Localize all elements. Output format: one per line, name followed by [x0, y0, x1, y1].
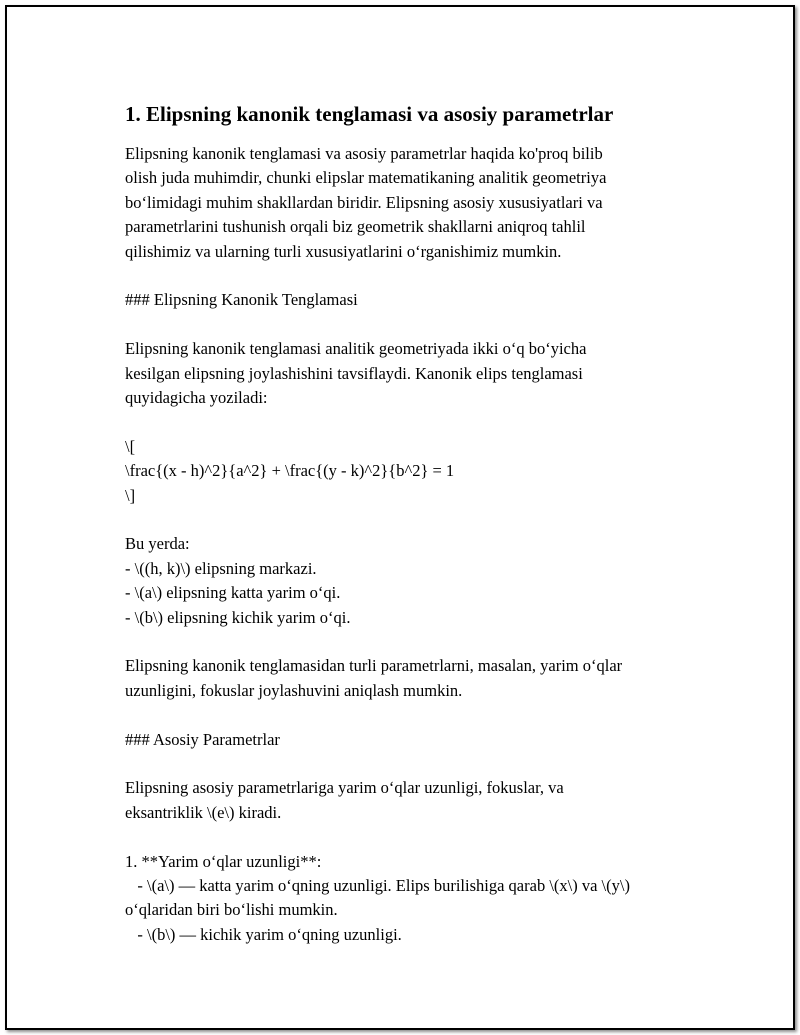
legend-line: Bu yerda: — [125, 534, 190, 554]
summary-paragraph — [125, 654, 705, 703]
intro-line: olish juda muhimdir, chunki elipslar matematikaning analitik geometriya — [125, 168, 607, 188]
intro-paragraph — [125, 142, 705, 264]
section1-paragraph — [125, 337, 705, 410]
formula-line: \[ — [125, 436, 136, 456]
section1-line: kesilgan elipsning joylashishini tavsiflaydi. Kanonik elips tenglamasi — [125, 363, 583, 383]
section-heading-parametrlar — [125, 728, 705, 752]
intro-line: parametrlarini tushunish orqali biz geometrik shakllarni aniqroq tahlil — [125, 217, 586, 237]
section-heading: ### Elipsning Kanonik Tenglamasi — [125, 290, 358, 310]
section1-line: quyidagicha yoziladi: — [125, 388, 268, 408]
list-line: o‘qlaridan biri bo‘lishi mumkin. — [125, 900, 338, 920]
summary-line: uzunligini, fokuslar joylashuvini aniqlash mumkin. — [125, 680, 463, 700]
list-line: - \(a\) — katta yarim o‘qning uzunligi. Elips burilishiga qarab \(x\) va \(y\) — [125, 876, 630, 896]
section2-paragraph — [125, 776, 705, 825]
legend-block — [125, 532, 705, 630]
section2-line: Elipsning asosiy parametrlariga yarim o‘qlar uzunligi, fokuslar, va — [125, 778, 564, 798]
intro-line: Elipsning kanonik tenglamasi va asosiy parametrlar haqida ko'proq bilib — [125, 144, 603, 163]
legend-line: - \(a\) elipsning katta yarim o‘qi. — [125, 583, 341, 603]
section1-line: Elipsning kanonik tenglamasi analitik geometriyada ikki o‘q bo‘yicha — [125, 339, 587, 359]
section-heading: ### Asosiy Parametrlar — [125, 729, 280, 749]
list-line: - \(b\) — kichik yarim o‘qning uzunligi. — [125, 924, 402, 944]
list-block — [125, 850, 705, 948]
legend-line: - \((h, k)\) elipsning markazi. — [125, 558, 317, 578]
page-frame — [5, 5, 795, 1030]
section2-line: eksantriklik \(e\) kiradi. — [125, 802, 282, 822]
formula-line: \] — [125, 485, 136, 505]
formula-block — [125, 435, 705, 508]
legend-line: - \(b\) elipsning kichik yarim o‘qi. — [125, 607, 351, 627]
summary-line: Elipsning kanonik tenglamasidan turli parametrlarni, masalan, yarim o‘qlar — [125, 656, 623, 676]
document-body — [125, 100, 705, 972]
section-heading-kanonik — [125, 288, 705, 312]
formula-line: \frac{(x - h)^2}{a^2} + \frac{(y - k)^2}{b^2} = 1 — [125, 461, 455, 481]
intro-line: qilishimiz va ularning turli xususiyatlarini o‘rganishimiz mumkin. — [125, 241, 562, 261]
list-line: 1. **Yarim o‘qlar uzunligi**: — [125, 851, 322, 871]
document-title: 1. Elipsning kanonik tenglamasi va asosiy parametrlar — [125, 102, 614, 126]
intro-line: bo‘limidagi muhim shakllardan biridir. Elipsning asosiy xususiyatlari va — [125, 192, 603, 212]
